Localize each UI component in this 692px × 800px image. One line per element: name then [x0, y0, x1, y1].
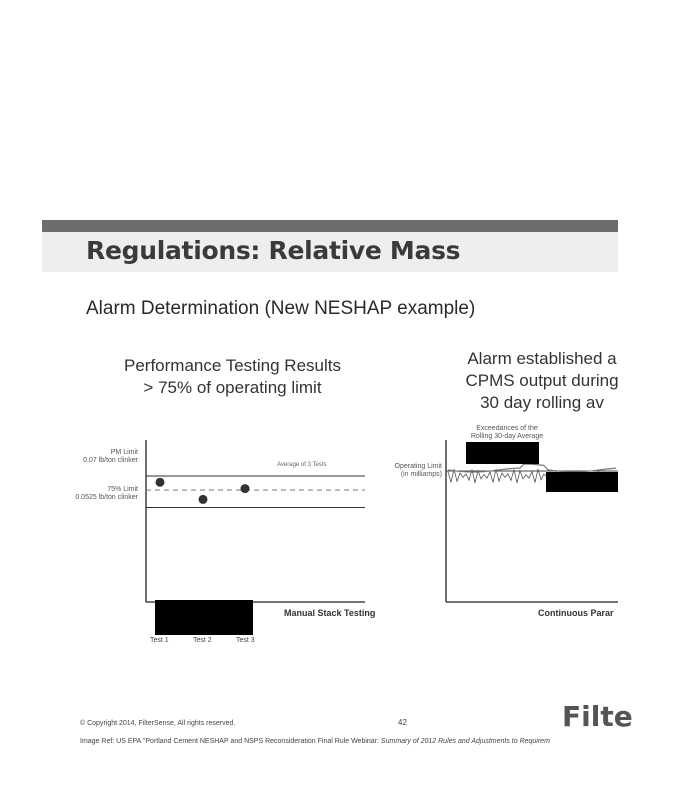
left-x-axis-title: Manual Stack Testing	[284, 608, 376, 618]
pm-limit-label-line2: 0.07 lb/ton clinker	[83, 457, 138, 464]
copyright-notice: © Copyright 2014, FilterSense, All rights reserved.	[80, 720, 236, 727]
page-number: 42	[398, 718, 407, 727]
limit75-label-line1: 75% Limit	[107, 486, 138, 493]
operating-limit-label-line1: Operating Limit	[394, 463, 442, 470]
image-reference	[80, 738, 550, 745]
brand-logo-text: Filte	[562, 700, 633, 733]
slide-subtitle: Alarm Determination (New NESHAP example)	[86, 298, 476, 319]
right-heading-line1: Alarm established a	[467, 349, 617, 368]
slide-title: Regulations: Relative Mass	[86, 236, 461, 265]
exceedance-label	[452, 425, 562, 441]
limit75-label	[40, 486, 138, 502]
test-result-point-2	[199, 495, 208, 504]
average-label: Average of 3 Tests	[277, 462, 327, 468]
left-heading-line1: Performance Testing Results	[123, 356, 341, 375]
exceedance-label-line2: Rolling 30-day Average	[470, 433, 544, 440]
operating-limit-label	[360, 463, 442, 479]
image-reference-prefix: Image Ref: US EPA "Portland Cement NESHAP and NSPS Reconsideration Final Rule Webinar:	[80, 738, 381, 745]
tick-test-1: Test 1	[150, 637, 169, 644]
left-heading-line2: > 75% of operating limit	[143, 378, 322, 397]
right-heading-line2: CPMS output during	[465, 371, 619, 390]
image-reference-title: Summary of 2012 Rules and Adjustments to Requirem	[380, 738, 550, 745]
right-x-axis-title: Continuous Parar	[538, 608, 614, 618]
right-heading-line3: 30 day rolling av	[480, 393, 604, 412]
pm-limit-label	[40, 449, 138, 465]
redaction-box-left	[155, 600, 253, 635]
exceedance-label-line1: Exceedances of the	[476, 425, 538, 432]
pm-limit-label-line1: PM Limit	[110, 449, 138, 456]
test-result-point-1	[156, 478, 165, 487]
redaction-box-right-bottom	[546, 472, 618, 492]
test-result-point-3	[241, 484, 250, 493]
redaction-box-right-top	[466, 442, 539, 464]
tick-test-2: Test 2	[193, 637, 212, 644]
limit75-label-line2: 0.0525 lb/ton clinker	[75, 494, 138, 501]
tick-test-3: Test 3	[236, 637, 255, 644]
operating-limit-label-line2: (in milliamps)	[400, 471, 442, 478]
